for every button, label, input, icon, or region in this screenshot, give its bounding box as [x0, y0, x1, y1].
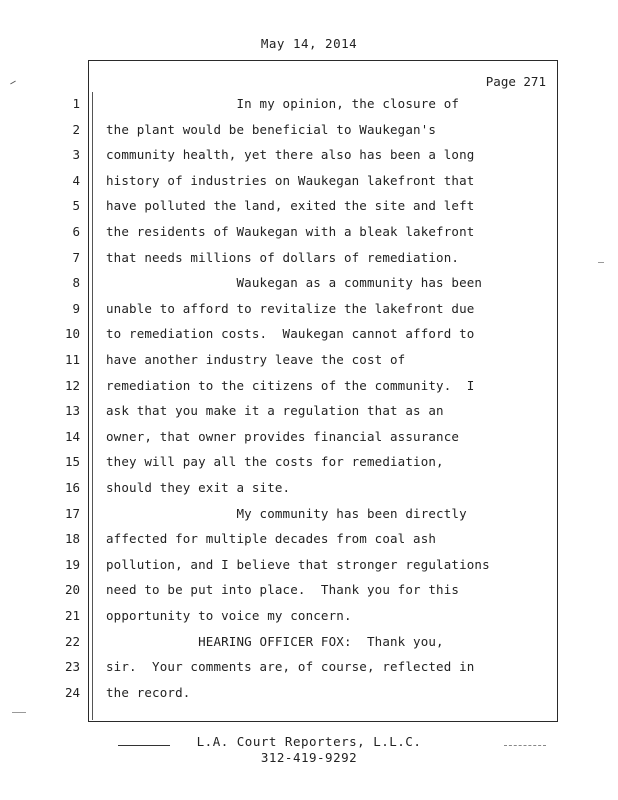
- scan-speck: [598, 262, 604, 263]
- line-number: 16: [64, 480, 80, 495]
- line-number: 2: [72, 121, 80, 137]
- scan-speck: [10, 81, 16, 85]
- frame-left-rule: [92, 92, 93, 720]
- transcript-line: sir. Your comments are, of course, reflected in: [106, 659, 475, 675]
- transcript-line: the record.: [106, 684, 191, 700]
- line-number: 15: [64, 454, 80, 470]
- transcript-line: owner, that owner provides financial assurance: [106, 428, 460, 444]
- line-number: 10: [64, 326, 80, 342]
- transcript-line: unable to afford to revitalize the lakefront due: [106, 300, 475, 316]
- transcript-line: community health, yet there also has been a long: [106, 147, 475, 163]
- transcript-line: opportunity to voice my concern.: [106, 608, 352, 623]
- transcript-line: the plant would be beneficial to Waukegan's: [106, 121, 437, 137]
- transcript-line: that needs millions of dollars of remediation.: [106, 249, 460, 265]
- transcript-line: My community has been directly: [106, 505, 467, 521]
- line-number: 3: [72, 147, 80, 163]
- transcript-date: May 14, 2014: [260, 36, 358, 51]
- line-number: 13: [64, 403, 80, 419]
- transcript-line: HEARING OFFICER FOX: Thank you,: [106, 633, 444, 649]
- line-number: 22: [64, 633, 80, 649]
- line-number: 24: [64, 684, 80, 700]
- transcript-line: have polluted the land, exited the site and left: [106, 198, 475, 214]
- line-number: 14: [64, 428, 80, 444]
- line-number: 18: [64, 531, 80, 547]
- transcript-line: affected for multiple decades from coal ash: [106, 531, 437, 547]
- transcript-line: they will pay all the costs for remediation,: [106, 454, 444, 470]
- line-number: 5: [72, 198, 80, 214]
- footer-phone: 312-419-9292: [260, 750, 358, 765]
- transcript-line: the residents of Waukegan with a bleak lakefront: [106, 224, 475, 239]
- transcript-line: need to be put into place. Thank you for this: [106, 582, 460, 598]
- line-number: 9: [72, 300, 80, 316]
- line-number: 19: [64, 556, 80, 572]
- line-number: 7: [72, 249, 80, 265]
- line-number: 21: [64, 608, 80, 623]
- transcript-line: pollution, and I believe that stronger regulations: [106, 556, 490, 572]
- line-number: 11: [64, 352, 80, 367]
- transcript-line: should they exit a site.: [106, 480, 291, 495]
- scan-speck: [12, 712, 26, 713]
- line-number: 8: [72, 275, 80, 291]
- transcript-line: ask that you make it a regulation that as an: [106, 403, 444, 419]
- line-number: 1: [72, 96, 80, 111]
- line-number: 20: [64, 582, 80, 598]
- line-number: 12: [64, 377, 80, 393]
- footer-company: L.A. Court Reporters, L.L.C.: [196, 734, 422, 749]
- transcript-line: Waukegan as a community has been: [106, 275, 483, 291]
- transcript-line: have another industry leave the cost of: [106, 352, 406, 367]
- line-number: 23: [64, 659, 80, 675]
- line-number: 4: [72, 172, 80, 188]
- transcript-line: In my opinion, the closure of: [106, 96, 460, 111]
- transcript-line: remediation to the citizens of the community. I: [106, 377, 475, 393]
- line-number: 17: [64, 505, 80, 521]
- transcript-line: history of industries on Waukegan lakefront that: [106, 172, 475, 188]
- line-number: 6: [72, 224, 80, 239]
- page-number-label: Page 271: [485, 74, 546, 89]
- transcript-line: to remediation costs. Waukegan cannot afford to: [106, 326, 475, 342]
